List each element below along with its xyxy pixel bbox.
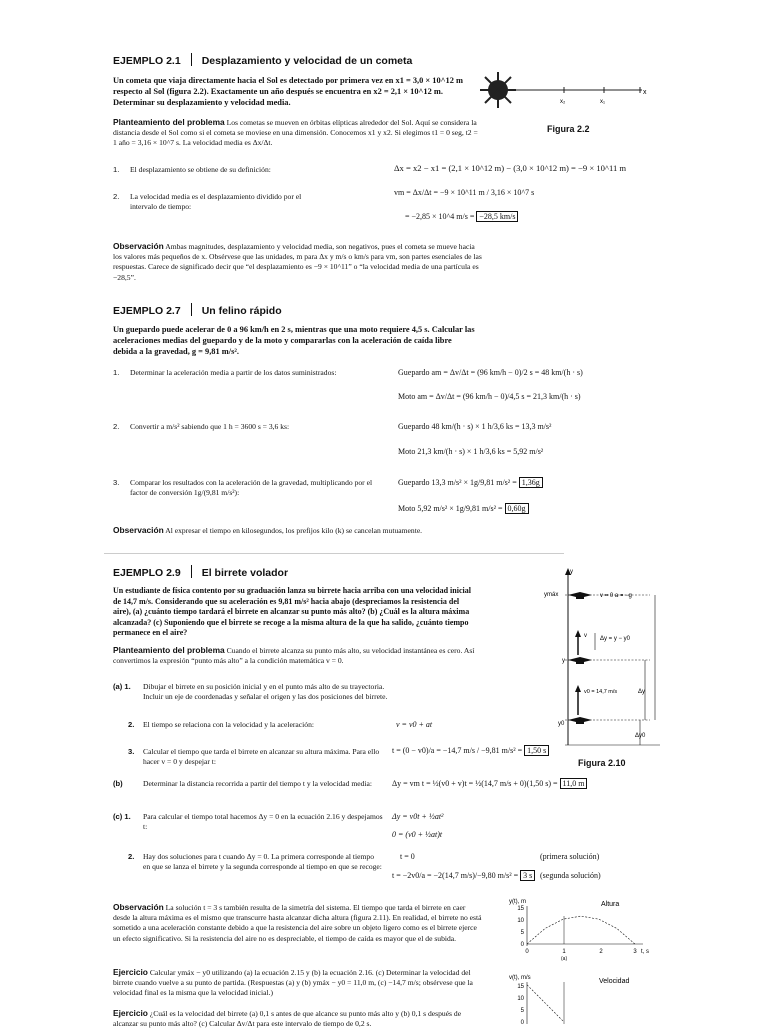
label-x2: x₂	[560, 99, 566, 105]
ex27-step3-a	[398, 478, 543, 488]
altura-ytick: 5	[520, 930, 524, 936]
ex27-step2-a: Guepardo 48 km/(h · s) × 1 h/3,6 ks = 13,3 m/s²	[398, 422, 552, 431]
y-axis-label: y	[570, 569, 573, 575]
velocity-label: v	[584, 633, 587, 639]
ex21-step1-eq: Δx = x2 − x1 = (2,1 × 10^12 m) − (3,0 × 10^12 m) = −9 × 10^11 m	[394, 163, 627, 173]
velocidad-title: Velocidad	[599, 978, 630, 985]
ex29-c2: Hay dos soluciones para t cuando Δy = 0. La primera corresponde al tiempo en que se lanza el birrete y la segunda corresponde al tiempo en que se recoge:	[143, 852, 382, 872]
example-2-9-ejercicio-2	[113, 1008, 483, 1029]
example-2-1-statement: Un cometa que viaja directamente hacia el Sol es detectado por primera vez en x1 = 3,0 × 10^12 m respecto al Sol (figura 2.2). Exactamente un año después se encuentra en x2 = 2,1 × 10^12 m. Determinar su desplazamiento y velocidad media.	[113, 76, 463, 108]
observacion-text: La solución t = 3 s también resulta de la simetría del sistema. El tiempo que tarda el birrete en caer desde la altura máxima es el mismo que transcurre hasta alcanzar dicha altura (figura 2.11). En realidad, el birrete no está sometido a una aceleración constante debido a que la resistencia del aire sobre un objeto ligero como es el birrete ejerce un efecto significativo. Si la resistencia del aire no es despreciable, el tiempo de caída es mayor que el de subida.	[113, 903, 482, 943]
altura-xtick: 1	[562, 949, 566, 955]
velocidad-line	[527, 985, 564, 1022]
ex29-a3-eq-text: t = (0 − v0)/a = −14,7 m/s / −9,81 m/s² =	[392, 746, 523, 755]
part-b-label: (b)	[113, 779, 123, 788]
ex29-c1-eq2: 0 = (v0 + ½at)t	[392, 830, 443, 839]
ex21-step2-eq2-text: = −2,85 × 10^4 m/s =	[405, 212, 475, 221]
ex29-c2-eq2	[392, 871, 535, 881]
answer-box: 1,36g	[519, 477, 543, 488]
planteamiento-text: Los cometas se mueven en órbitas elípticas alrededor del Sol. Aquí se considera la distancia desde el Sol como si el cometa se moviese en una dimensión. Conocemos x1 y x2. Si elegimos t1 = 0 seg, t2 = 1 año = 3,16 × 10^7 s. La velocidad media es Δx/Δt.	[113, 118, 478, 148]
planteamiento-text: Cuando el birrete alcanza su punto más alto, su velocidad instantánea es cero. Así convertimos la expresión “punto más alto” a la condición matemática v = 0.	[113, 646, 475, 666]
step-number: 3.	[128, 747, 135, 756]
step-number: 2.	[128, 720, 135, 729]
ex21-step2: La velocidad media es el desplazamiento dividido por el intervalo de tiempo:	[130, 192, 302, 212]
example-title: Un felino rápido	[201, 305, 282, 317]
example-2-1-header	[113, 53, 412, 67]
ejercicio-label: Ejercicio	[113, 967, 148, 977]
figure-2-10-caption: Figura 2.10	[578, 758, 626, 768]
ex29-a3-eq	[392, 746, 549, 756]
cap-bottom-icon	[568, 717, 592, 724]
part-c-label: (c) 1.	[113, 812, 131, 821]
example-2-9-observacion	[113, 902, 483, 944]
altura-title: Altura	[601, 901, 620, 908]
altura-ytick: 0	[520, 942, 524, 948]
example-2-9-header	[113, 565, 288, 579]
ex29-c1-eq1: Δy = v0t + ½at²	[392, 812, 444, 821]
ex29-b-eq-text: Δy = vm t = ½(v0 + v)t = ½(14,7 m/s + 0)(1,50 s) =	[392, 779, 558, 788]
answer-box: 11,0 m	[560, 778, 588, 789]
divider	[104, 553, 564, 554]
velocidad-ylabel: v(t), m/s	[509, 975, 531, 981]
step-number: 3.	[113, 478, 120, 487]
altura-curve	[527, 916, 635, 944]
observacion-label: Observación	[113, 902, 164, 912]
step-number: 1.	[113, 165, 120, 174]
altura-chart	[495, 894, 655, 966]
label-x1: x₁	[600, 99, 606, 105]
ex27-step1: Determinar la aceleración media a partir de los datos suministrados:	[130, 368, 337, 377]
ejercicio-text: Calcular ymáx − y0 utilizando (a) la ecuación 2.15 y (b) la ecuación 2.16. (c) Determinar la velocidad del birrete cuando vuelve a su punto de partida. (Respuestas (a) y (b) ymáx − y0 = 11,0 m, (c) −14,7 m/s; obsérvese que la velocidad final es la misma que la velocidad inicial.)	[113, 968, 473, 998]
step-number: 2.	[113, 192, 120, 201]
ex27-step3-b	[398, 504, 529, 514]
ex29-c1: Para calcular el tiempo total hacemos Δy = 0 en la ecuación 2.16 y despejamos t:	[143, 812, 383, 832]
velocidad-ytick: 10	[517, 996, 524, 1002]
cap-top-icon	[568, 592, 592, 599]
ex29-b-eq	[392, 779, 587, 789]
step-number: 2.	[128, 852, 135, 861]
ex29-c2-eq2-text: t = −2v0/a = −2(14,7 m/s)/−9,80 m/s² =	[392, 871, 519, 880]
planteamiento-label: Planteamiento del problema	[113, 645, 225, 655]
example-2-1-planteamiento	[113, 117, 478, 149]
answer-box: 0,60g	[505, 503, 529, 514]
ex29-a2-eq: v = v0 + at	[396, 720, 433, 729]
altura-xtick: 0	[525, 949, 529, 955]
ejercicio-label: Ejercicio	[113, 1008, 148, 1018]
altura-xlabel: t, s	[641, 949, 650, 955]
altura-ylabel: y(t), m	[509, 899, 526, 905]
example-2-9-ejercicio	[113, 967, 483, 999]
altura-mark: (a)	[561, 956, 568, 962]
ex29-a3: Calcular el tiempo que tarda el birrete en alcanzar su altura máxima. Para ello hacer v = 0 y despejar t:	[143, 747, 380, 767]
ex29-c2-eq2-note: (segunda solución)	[540, 871, 601, 880]
observacion-text: Ambas magnitudes, desplazamiento y velocidad media, son negativos, pues el cometa se mueve hacia los valores más pequeños de x. Obsérvese que las unidades, m para Δx y m/s o km/s para vm, son partes esenciales de las respuestas. Carece de significado decir que “el desplazamiento es −9 × 10^11” o “la velocidad media de una partícula es −28,5”.	[113, 242, 482, 282]
ex29-a1: Dibujar el birrete en su posición inicial y en el punto más alto de su trayectoria. Incluir un eje de coordenadas y señalar el origen y las dos posiciones del birrete.	[143, 682, 388, 702]
altura-ytick: 10	[517, 918, 524, 924]
observacion-label: Observación	[113, 525, 164, 535]
altura-xtick: 3	[633, 949, 637, 955]
example-2-7-observacion	[113, 525, 483, 536]
velocidad-ytick: 15	[517, 984, 524, 990]
dy-eq-label: Δy = y − y0	[600, 636, 631, 642]
step-number: 2.	[113, 422, 120, 431]
step-number: 1.	[113, 368, 120, 377]
ex29-c2-eq1-note: (primera solución)	[540, 852, 600, 861]
velocidad-chart	[495, 970, 655, 1024]
answer-box: 3 s	[520, 870, 535, 881]
example-2-1-observacion	[113, 241, 483, 283]
ex27-step1-b: Moto am = Δv/Δt = (96 km/h − 0)/4,5 s = 21,3 km/(h · s)	[398, 392, 581, 401]
example-number: EJEMPLO 2.1	[113, 55, 181, 67]
delta-y-label: Δy	[638, 689, 646, 695]
figure-2-2-diagram	[480, 68, 660, 113]
delta-y0-label: Δy0	[635, 733, 646, 739]
ex27-step2-b: Moto 21,3 km/(h · s) × 1 h/3,6 ks = 5,92 m/s²	[398, 447, 544, 456]
ex29-a2: El tiempo se relaciona con la velocidad y la aceleración:	[143, 720, 314, 729]
ex29-c2-eq1: t = 0	[400, 852, 415, 861]
y0-label: y0	[558, 721, 565, 727]
ex21-step2-eq2	[405, 212, 518, 222]
planteamiento-label: Planteamiento del problema	[113, 117, 225, 127]
v0-label: v0 = 14,7 m/s	[584, 689, 618, 695]
part-a-label: (a) 1.	[113, 682, 131, 691]
label-x: x	[643, 89, 647, 96]
velocidad-ytick: 5	[520, 1008, 524, 1014]
altura-ytick: 15	[517, 906, 524, 912]
ex27-step1-a: Guepardo am = Δv/Δt = (96 km/h − 0)/2 s = 48 km/(h · s)	[398, 368, 583, 377]
example-number: EJEMPLO 2.9	[113, 567, 181, 579]
cap-mid-icon	[568, 657, 592, 664]
example-2-7-statement: Un guepardo puede acelerar de 0 a 96 km/h en 2 s, mientras que una moto requiere 4,5 s. Calcular las aceleraciones medias del guepardo y de la moto y compararlas con la aceleración de caída libre debida a la gravedad, g = 9,81 m/s².	[113, 325, 475, 357]
example-title: El birrete volador	[201, 567, 289, 579]
ex27-step3-b-text: Moto 5,92 m/s² × 1g/9,81 m/s² =	[398, 504, 503, 513]
ymax-label: ymáx	[544, 592, 559, 598]
y-label: y	[562, 658, 565, 664]
altura-xtick: 2	[599, 949, 603, 955]
example-2-9-planteamiento	[113, 645, 478, 666]
ex27-step3: Comparar los resultados con la aceleración de la gravedad, multiplicando por el factor de conversión 1g/(9,81 m/s²):	[130, 478, 373, 498]
top-state-label: v = 0 a = −g	[600, 593, 632, 599]
observacion-text: Al expresar el tiempo en kilosegundos, los prefijos kilo (k) se cancelan mutuamente.	[165, 526, 423, 535]
ex27-step2: Convertir a m/s² sabiendo que 1 h = 3600 s = 3,6 ks:	[130, 422, 290, 431]
ex21-step2-eq1: vm = Δx/Δt = −9 × 10^11 m / 3,16 × 10^7 s	[394, 188, 535, 197]
velocidad-ytick: 0	[520, 1020, 524, 1024]
ejercicio-text: ¿Cuál es la velocidad del birrete (a) 0,1 s antes de que alcance su punto más alto y (b) 0,1 s después de alcanzar su punto más alto? (c) Calcular Δv/Δt para este intervalo de tiempo de 0,2 s.	[113, 1009, 462, 1029]
figure-2-10-diagram	[540, 565, 670, 755]
ex21-step1: El desplazamiento se obtiene de su definición:	[130, 165, 271, 174]
answer-box: 1,50 s	[524, 745, 549, 756]
answer-box: −28,5 km/s	[476, 211, 518, 222]
ex27-step3-a-text: Guepardo 13,3 m/s² × 1g/9,81 m/s² =	[398, 478, 517, 487]
example-title: Desplazamiento y velocidad de un cometa	[201, 55, 413, 67]
example-number: EJEMPLO 2.7	[113, 305, 181, 317]
example-2-7-header	[113, 303, 282, 317]
ex29-b: Determinar la distancia recorrida a partir del tiempo t y la velocidad media:	[143, 779, 372, 788]
observacion-label: Observación	[113, 241, 164, 251]
figure-2-2-caption: Figura 2.2	[547, 124, 590, 134]
example-2-9-statement: Un estudiante de física contento por su graduación lanza su birrete hacia arriba con una velocidad inicial de 14,7 m/s. Considerando que su aceleración es 9,81 m/s² hacia abajo (despreciamos la resistencia del aire), (a) ¿cuánto tiempo tardará el birrete en alcanzar su punto más alto? (b) ¿Cuál es la altura máxima alcanzada? (c) Suponiendo que el birrete se recoge a la misma altura de la que ha salido, ¿cuánto tiempo permanece en el aire?	[113, 586, 471, 638]
